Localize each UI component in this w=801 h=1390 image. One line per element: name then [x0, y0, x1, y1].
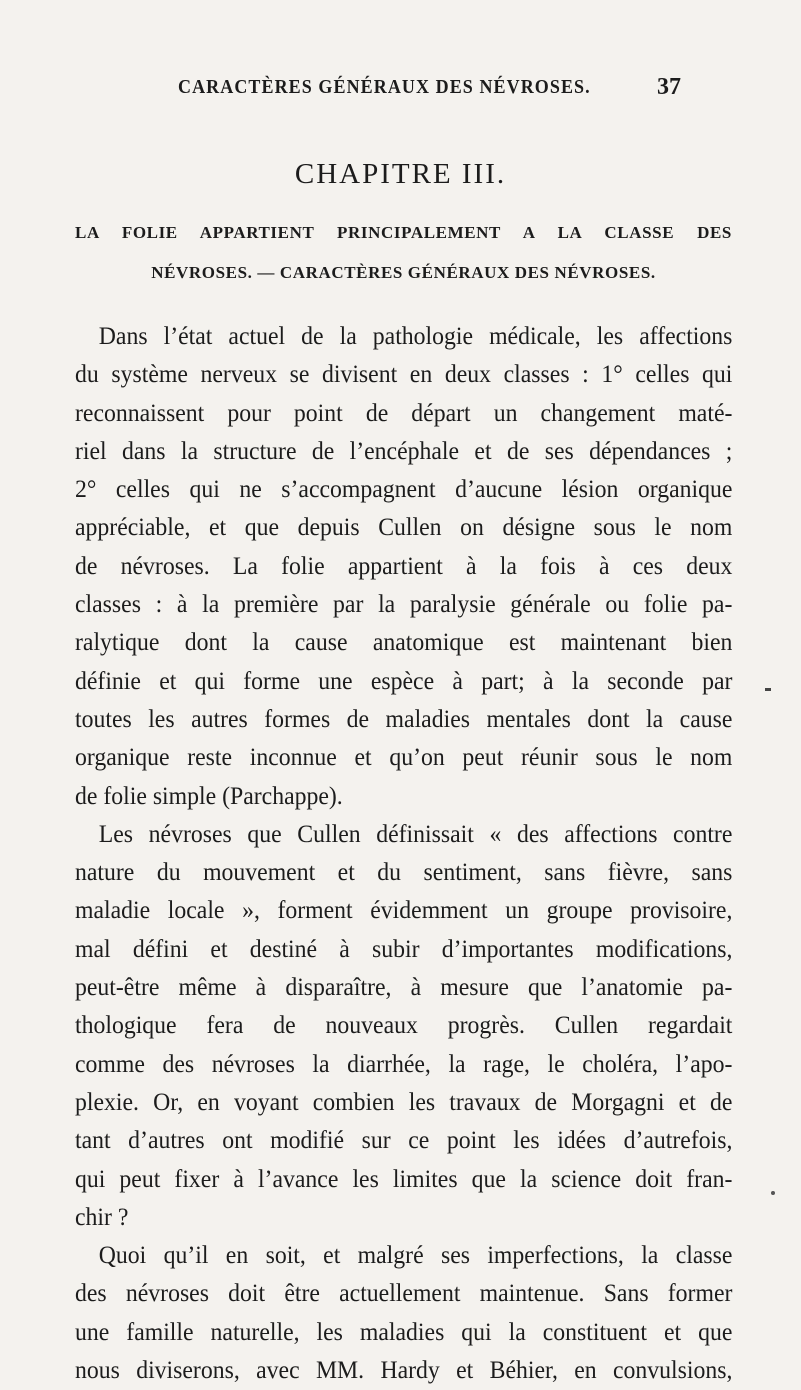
margin-mark [765, 688, 771, 691]
chapter-subtitle-line-1: LA FOLIE APPARTIENT PRINCIPALEMENT A LA CLASSE DES [75, 223, 732, 242]
text-line: nature du mouvement et du sentiment, sans fièvre, sans [75, 859, 733, 887]
page-number: 37 [657, 74, 681, 100]
text-line: reconnaissent pour point de départ un changement maté- [75, 399, 733, 427]
text-line: des névroses doit être actuellement maintenue. Sans former [75, 1280, 733, 1308]
chapter-subtitle-line-2: NÉVROSES. — CARACTÈRES GÉNÉRAUX DES NÉVROSES. [151, 263, 656, 282]
text-line: plexie. Or, en voyant combien les travaux de Morgagni et de [75, 1088, 733, 1116]
text-line: définie et qui forme une espèce à part; à la seconde par [75, 667, 733, 695]
text-line: chir ? [75, 1203, 129, 1231]
text-line: ralytique dont la cause anatomique est maintenant bien [75, 629, 733, 657]
text-line: thologique fera de nouveaux progrès. Cullen regardait [75, 1012, 733, 1040]
text-line: de folie simple (Parchappe). [75, 782, 343, 810]
text-line: une famille naturelle, les maladies qui la constituent et que [75, 1318, 733, 1346]
body-text [75, 318, 732, 1390]
text-line: tant d’autres ont modifié sur ce point les idées d’autrefois, [75, 1127, 733, 1155]
text-line: comme des névroses la diarrhée, la rage, le choléra, l’apo- [75, 1050, 733, 1078]
running-head [0, 76, 801, 106]
text-line: organique reste inconnue et qu’on peut réunir sous le nom [75, 744, 733, 772]
text-line: Quoi qu’il en soit, et malgré ses imperfections, la classe [98, 1242, 733, 1270]
text-line: 2° celles qui ne s’accompagnent d’aucune lésion organique [75, 476, 733, 504]
text-line: du système nerveux se divisent en deux classes : 1° celles qui [75, 361, 733, 389]
text-line: classes : à la première par la paralysie générale ou folie pa- [75, 591, 733, 619]
text-line: mal défini et destiné à subir d’importantes modifications, [75, 935, 733, 963]
text-line: appréciable, et que depuis Cullen on désigne sous le nom [75, 514, 733, 542]
text-line: de névroses. La folie appartient à la fois à ces deux [75, 552, 733, 580]
text-line: qui peut fixer à l’avance les limites que la science doit fran- [75, 1165, 733, 1193]
text-line: riel dans la structure de l’encéphale et de ses dépendances ; [75, 437, 733, 465]
text-line: maladie locale », forment évidemment un groupe provisoire, [75, 897, 733, 925]
text-line: Les névroses que Cullen définissait « des affections contre [98, 820, 733, 848]
text-line: Dans l’état actuel de la pathologie médicale, les affections [98, 323, 733, 350]
text-line: nous diviserons, avec MM. Hardy et Béhier, en convulsions, [75, 1357, 733, 1385]
running-title: CARACTÈRES GÉNÉRAUX DES NÉVROSES. [178, 76, 591, 98]
text-line: toutes les autres formes de maladies mentales dont la cause [75, 705, 733, 733]
margin-dot [771, 1191, 775, 1195]
text-line: peut-être même à disparaître, à mesure que l’anatomie pa- [75, 974, 733, 1002]
chapter-title: CHAPITRE III. [294, 158, 507, 190]
